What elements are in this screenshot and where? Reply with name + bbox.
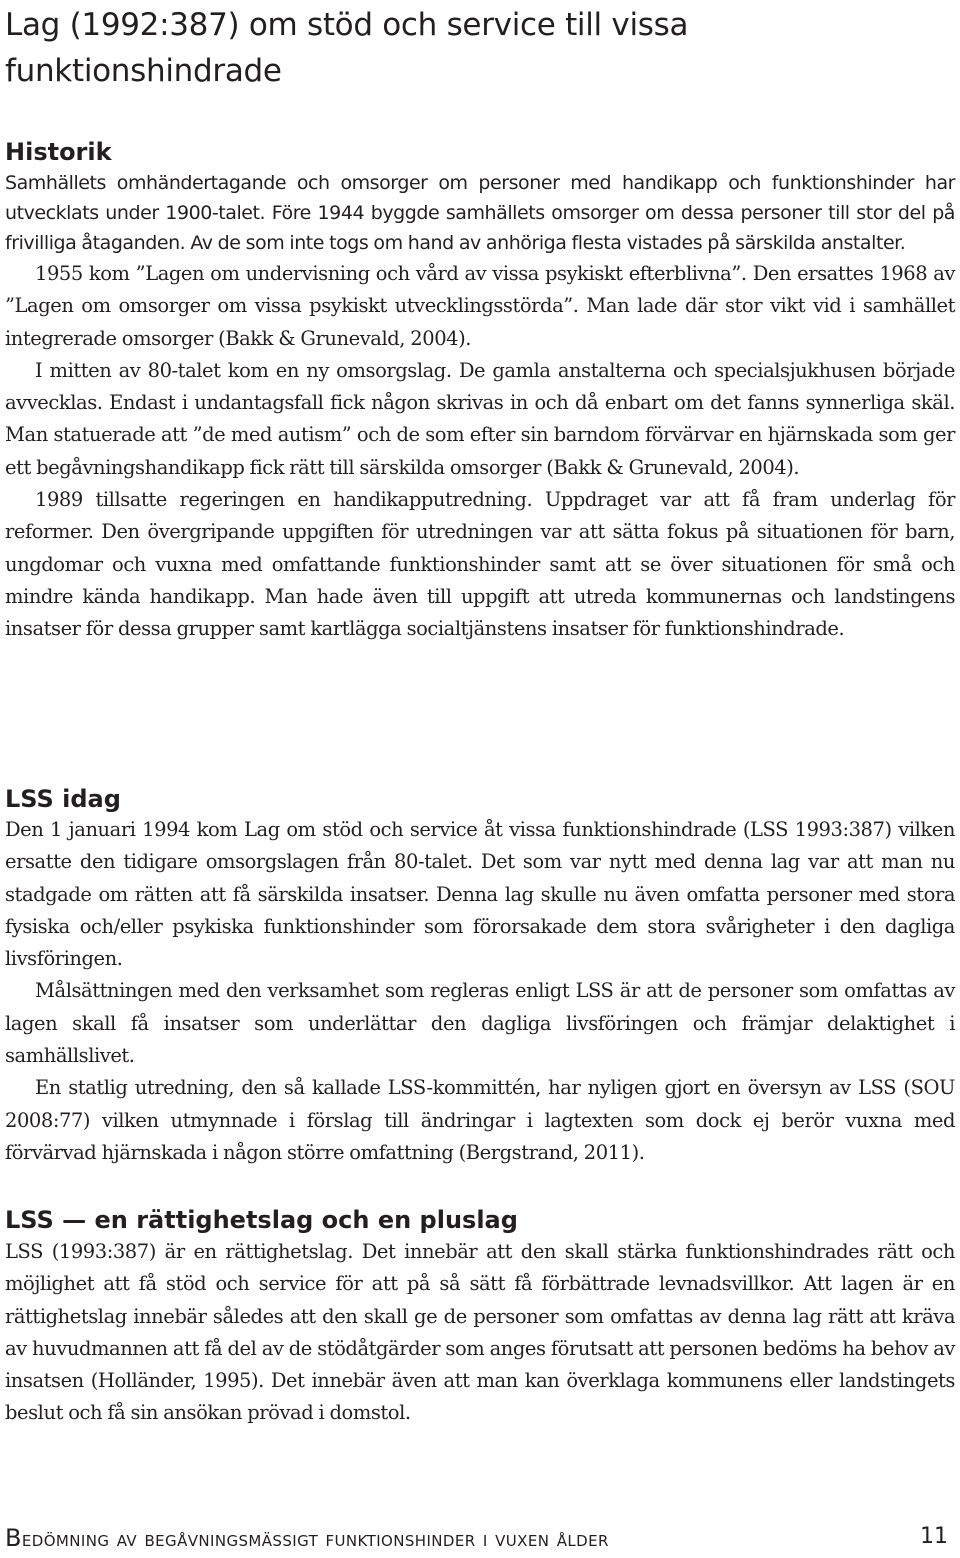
- paragraph: Målsättningen med den verksamhet som regleras enligt LSS är att de personer som omfattas av lagen skall få insatser som underlättar den dagliga livsföringen och främjar delaktighet i samhällslivet.: [5, 979, 955, 1068]
- section-heading-rattighetslag: LSS — en rättighetslag och en pluslag: [5, 1206, 518, 1234]
- footer-book-title-rest: edömning av begåvningsmässigt funktionshinder i vuxen ålder: [21, 1527, 609, 1552]
- document-title: Lag (1992:387) om stöd och service till vissa funktionshindrade: [5, 7, 689, 89]
- section-rattighetslag: [5, 1236, 955, 1430]
- paragraph: 1989 tillsatte regeringen en handikapputredning. Uppdraget var att få fram underlag för reformer. Den övergripande uppgiften för utredningen var att sätta fokus på situationen för barn, ungdomar och vuxna med omfattande funktionshinder samt att se över situationen för små och mindre kända handikapp. Man hade även till uppgift att utreda kommunernas och landstingens insatser för dessa grupper samt kartlägga socialtjänstens insatser för funktionshindrade.: [5, 488, 955, 641]
- page-number: 11: [920, 1524, 948, 1549]
- section-heading-lss-idag: LSS idag: [5, 785, 121, 813]
- section-heading-historik: Historik: [5, 138, 112, 166]
- paragraph: 1955 kom ”Lagen om undervisning och vård av vissa psykiskt efterblivna”. Den ersattes 1968 av ”Lagen om omsorger om vissa psykiskt utvecklingsstörda”. Man lade där stor vikt vid i samhället integrerade omsorger (Bakk & Grunevald, 2004).: [5, 262, 955, 350]
- paragraph: Den 1 januari 1994 kom Lag om stöd och service åt vissa funktionshindrade (LSS 1993:387) vilken ersatte den tidigare omsorgslagen från 80-talet. Det som var nytt med denna lag var att man nu stadgade om rätten att få särskilda insatser. Denna lag skulle nu även omfatta personer med stora fysiska och/eller psykiska funktionshinder som förorsakade dem stora svårigheter i den dagliga livsföringen.: [5, 818, 955, 971]
- section-lss-idag: [5, 814, 955, 1169]
- footer-book-title: [5, 1524, 609, 1554]
- section-historik: [5, 168, 955, 646]
- footer-book-title-initial: B: [5, 1524, 22, 1552]
- paragraph: I mitten av 80-talet kom en ny omsorgslag. De gamla anstalterna och specialsjukhusen började avvecklas. Endast i undantagsfall fick någon skrivas in och då enbart om det fanns synnerliga skäl. Man statuerade att ”de med autism” och de som efter sin barndom förvärvar en hjärnskada som ger ett begåvningshandikapp fick rätt till särskilda omsorger (Bakk & Grunevald, 2004).: [5, 358, 955, 479]
- paragraph: LSS (1993:387) är en rättighetslag. Det innebär att den skall stärka funktionshindrades rätt och möjlighet att få stöd och service för att på så sätt få förbättrade levnadsvillkor. Att lagen är en rättighetslag innebär således att den skall ge de personer som omfattas av denna lag rätt att kräva av huvudmannen att få del av de stödåtgärder som anges förutsatt att personen bedöms ha behov av insatsen (Holländer, 1995). Det innebär även att man kan överklaga kommunens eller landstingets beslut och få sin ansökan prövad i domstol.: [5, 1240, 955, 1425]
- paragraph: En statlig utredning, den så kallade LSS-kommittén, har nyligen gjort en översyn av LSS (SOU 2008:77) vilken utmynnade i förslag till ändringar i lagtexten som dock ej berör vuxna med förvärvad hjärnskada i någon större omfattning (Bergstrand, 2011).: [5, 1076, 955, 1164]
- paragraph: Samhällets omhändertagande och omsorger om personer med handikapp och funktionshinder har utvecklats under 1900-talet. Före 1944 byggde samhällets omsorger om dessa personer till stor del på frivilliga åtaganden. Av de som inte togs om hand av anhöriga flesta vistades på särskilda anstalter.: [5, 172, 955, 254]
